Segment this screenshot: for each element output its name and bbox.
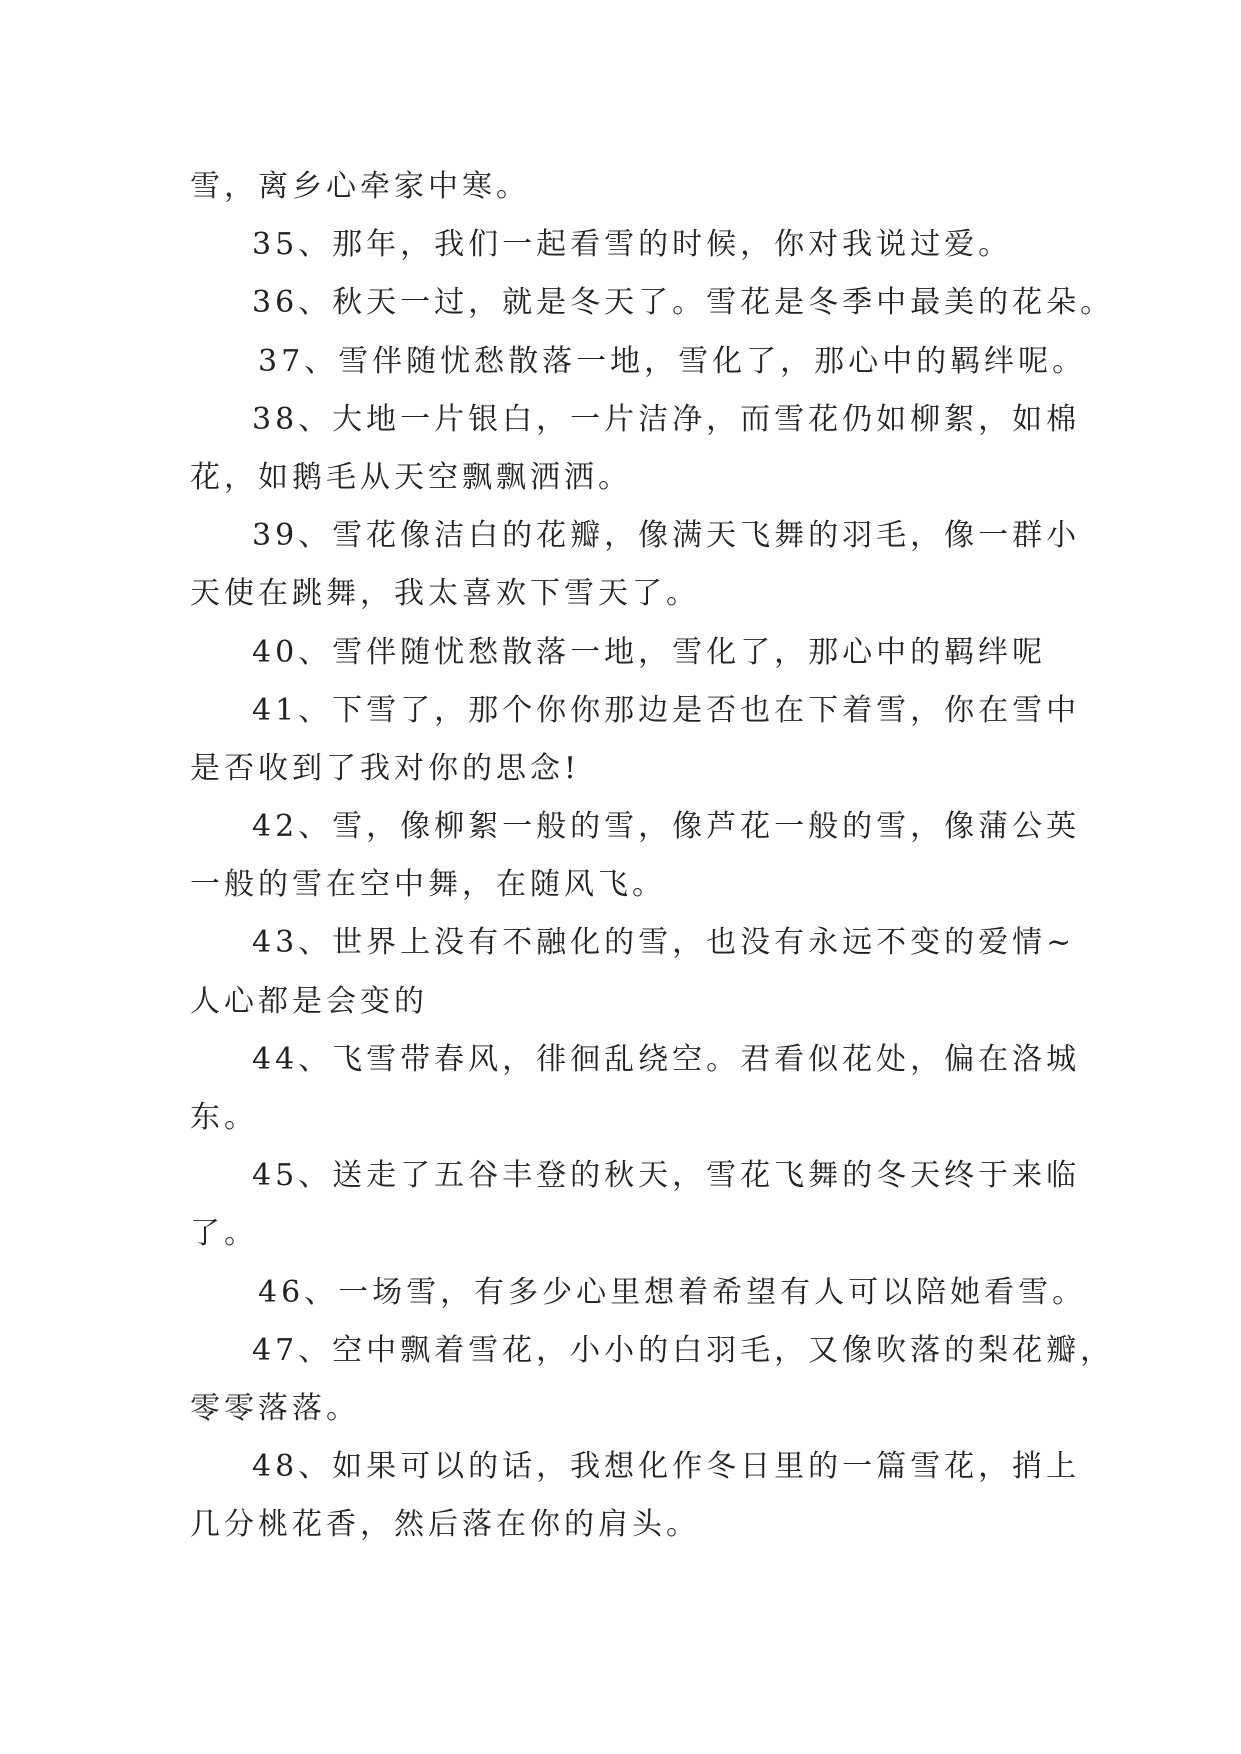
text-line: 雪，离乡心牵家中寒。 — [190, 169, 530, 204]
text-line: 是否收到了我对你的思念! — [190, 750, 581, 786]
text-line: 42、雪，像柳絮一般的雪，像芦花一般的雪，像蒲公英 — [252, 809, 1081, 845]
text-line: 花，如鹅毛从天空飘飘洒洒。 — [190, 459, 632, 495]
text-line: 人心都是会变的 — [190, 983, 428, 1019]
text-line: 41、下雪了，那个你你那边是否也在下着雪，你在雪中 — [252, 692, 1081, 728]
text-line: 48、如果可以的话，我想化作冬日里的一篇雪花，捎上 — [252, 1449, 1081, 1485]
text-line: 44、飞雪带春风，徘徊乱绕空。君看似花处，偏在洛城 — [252, 1041, 1081, 1077]
text-line: 45、送走了五谷丰登的秋天，雪花飞舞的冬天终于来临 — [252, 1158, 1081, 1194]
text-line: 一般的雪在空中舞，在随风飞。 — [190, 867, 666, 903]
document-body — [190, 158, 1115, 1555]
text-line: 46、一场雪，有多少心里想着希望有人可以陪她看雪。 — [258, 1274, 1087, 1310]
text-line: 天使在跳舞，我太喜欢下雪天了。 — [190, 576, 700, 612]
text-line: 了。 — [190, 1216, 258, 1252]
text-line: 37、雪伴随忧愁散落一地，雪化了，那心中的羁绊呢。 — [258, 343, 1087, 379]
text-line: 47、空中飘着雪花，小小的白羽毛，又像吹落的梨花瓣， — [252, 1332, 1115, 1368]
text-line: 39、雪花像洁白的花瓣，像满天飞舞的羽毛，像一群小 — [252, 518, 1081, 554]
text-line: 36、秋天一过，就是冬天了。雪花是冬季中最美的花朵。 — [252, 285, 1115, 321]
text-line: 东。 — [190, 1100, 258, 1135]
text-line: 38、大地一片银白，一片洁净，而雪花仍如柳絮，如棉 — [252, 401, 1081, 437]
text-line: 零零落落。 — [190, 1390, 360, 1426]
text-line: 40、雪伴随忧愁散落一地，雪化了，那心中的羁绊呢 — [252, 634, 1047, 670]
text-line: 35、那年，我们一起看雪的时候，你对我说过爱。 — [252, 227, 1013, 263]
text-line: 43、世界上没有不融化的雪，也没有永远不变的爱情~ — [252, 925, 1076, 961]
text-line: 几分桃花香，然后落在你的肩头。 — [190, 1507, 700, 1543]
